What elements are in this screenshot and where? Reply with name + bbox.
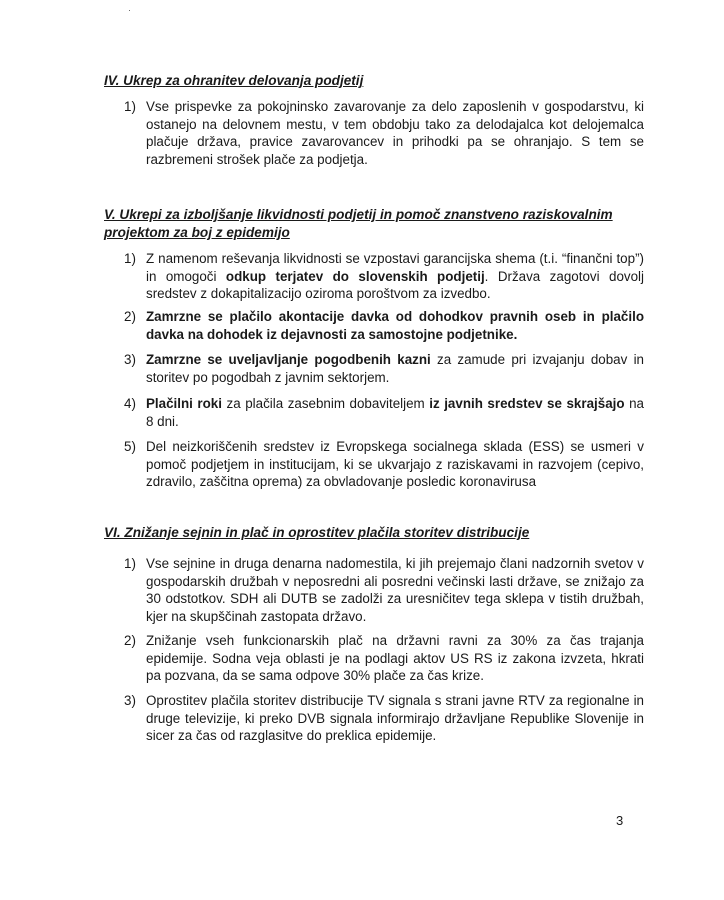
item-text bbox=[146, 250, 644, 303]
item-text bbox=[146, 351, 644, 386]
list-item-iv-1 bbox=[124, 98, 644, 168]
item-number: 2) bbox=[124, 633, 136, 648]
text-segment: Oprostitev plačila storitev distribucije TV signala s strani javne RTV za regionalne in druge televizije, ki preko DVB signala informirajo državljane Republike Slovenije in sicer za čas od razglasitve do preklica epidemije. bbox=[146, 693, 644, 743]
list-item-v-1 bbox=[124, 250, 644, 303]
item-number: 1) bbox=[124, 556, 136, 571]
list-item-vi-1 bbox=[124, 555, 644, 625]
list-item-v-3 bbox=[124, 351, 644, 386]
corner-mark: · bbox=[128, 5, 131, 15]
text-segment-bold: odkup terjatev do slovenskih podjetij bbox=[225, 268, 485, 284]
item-number: 1) bbox=[124, 251, 136, 266]
text-segment-bold: Plačilni roki bbox=[146, 396, 222, 411]
section-heading-iv: IV. Ukrep za ohranitev delovanja podjetij bbox=[104, 73, 364, 88]
item-number: 3) bbox=[124, 352, 136, 367]
text-segment: Del neizkoriščenih sredstev iz Evropskega socialnega sklada (ESS) se usmeri v pomoč podjetjem in institucijam, ki se ukvarjajo z raziskavami in razvojem (cepivo, zdravilo, zaščitna oprema) za obvladovanje posledic koronavirusa bbox=[146, 439, 644, 489]
list-item-v-2 bbox=[124, 308, 644, 343]
text-segment: za zamude pri izvajanju dobav in storitev po pogodbah z javnim sektorjem. bbox=[146, 352, 644, 385]
text-segment: Z namenom reševanja likvidnosti se vzpostavi garancijska shema (t.i. “finančni top”) in omogoči bbox=[146, 251, 644, 284]
text-segment-bold: Zamrzne se uveljavljanje pogodbenih kazni bbox=[146, 352, 431, 367]
list-item-vi-3 bbox=[124, 692, 644, 745]
item-number: 4) bbox=[124, 396, 136, 411]
text-segment: Vse prispevke za pokojninsko zavarovanje za delo zaposlenih v gospodarstvu, ki ostanejo na delovnem mestu, v tem obdobju tako za delodajalca kot delojemalca plačuje država, pravice zavarovancev in prihodki pa se ohranjajo. S tem se razbremeni strošek plače za podjetja. bbox=[146, 99, 644, 167]
item-text bbox=[146, 308, 644, 343]
item-number: 1) bbox=[124, 99, 136, 114]
section-heading-v: V. Ukrepi za izboljšanje likvidnosti podjetij in pomoč znanstveno raziskovalnim projektom za boj z epidemijo bbox=[104, 207, 613, 240]
item-number: 5) bbox=[124, 439, 136, 454]
section-heading-vi: VI. Znižanje sejnin in plač in oprostitev plačila storitev distribucije bbox=[104, 525, 530, 540]
text-segment-bold: iz javnih sredstev se skrajšajo bbox=[429, 396, 625, 411]
item-number: 2) bbox=[124, 309, 136, 324]
list-item-vi-2 bbox=[124, 632, 644, 685]
text-segment: na 8 dni. bbox=[146, 396, 644, 429]
item-text bbox=[146, 395, 644, 430]
text-segment: Znižanje vseh funkcionarskih plač na državni ravni za 30% za čas trajanja epidemije. Sodna veja oblasti je na podlagi aktov US RS iz zakona izvzeta, hkrati pa pozvana, da se sama odpove 30% plače za čas krize. bbox=[146, 633, 644, 683]
list-item-v-4 bbox=[124, 395, 644, 430]
text-segment: Vse sejnine in druga denarna nadomestila, ki jih prejemajo člani nadzornih svetov v gospodarskih družbah v neposredni ali posredni večinski lasti države, se znižajo za 30 odstotkov. SDH ali DUTB se zadolži za uresničitev tega sklepa v tistih družbah, kjer na skupščinah zastopata državo. bbox=[146, 556, 644, 624]
list-item-v-5 bbox=[124, 438, 644, 491]
item-text bbox=[146, 632, 644, 685]
text-segment: . Država zagotovi dovolj sredstev z dokapitalizacijo oziroma poroštvom za izvedbo. bbox=[146, 268, 644, 301]
item-text bbox=[146, 98, 644, 168]
text-segment-bold: Zamrzne se plačilo akontacije davka od dohodkov pravnih oseb in plačilo davka na dohodek iz dejavnosti za samostojne podjetnike. bbox=[146, 309, 644, 342]
item-number: 3) bbox=[124, 693, 136, 708]
page-number: 3 bbox=[616, 813, 624, 828]
item-text bbox=[146, 438, 644, 491]
text-segment: za plačila zasebnim dobaviteljem bbox=[221, 396, 430, 411]
item-text bbox=[146, 555, 644, 625]
item-text bbox=[146, 692, 644, 745]
